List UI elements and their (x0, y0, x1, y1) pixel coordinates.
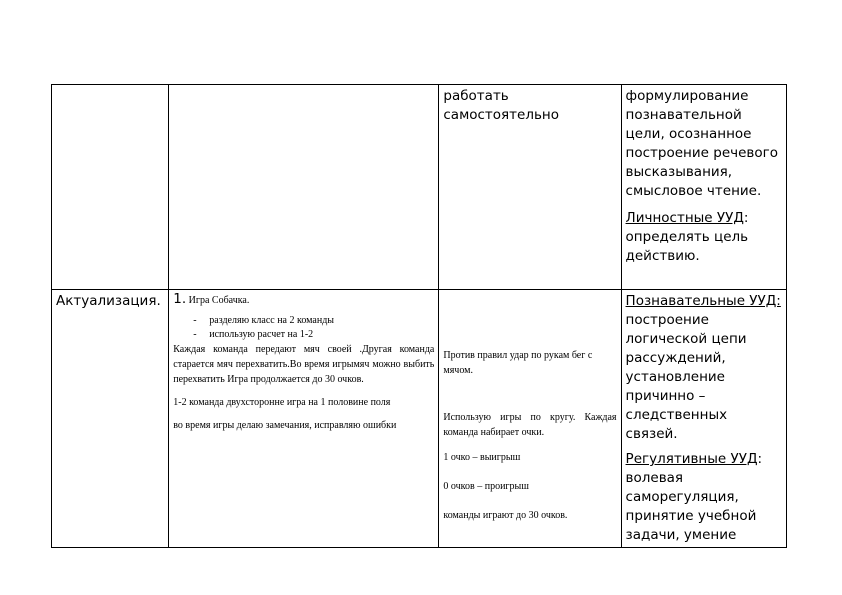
uud-cognitive-text: формулирование познавательной цели, осознанное построение речевого высказывания, смысловое чтение. (625, 88, 778, 199)
lesson-plan-table (51, 84, 787, 548)
target-score-text: команды играют до 30 очков. (443, 510, 568, 521)
teacher-remark: во время игры делаю замечания, исправляю ошибки (173, 420, 397, 431)
circle-games-text: Использую игры по кругу. Каждая команда набирает очки. (443, 412, 617, 438)
lose-points-text: 0 очков – проигрыш (443, 481, 529, 492)
table-row (52, 85, 787, 290)
uud-cognitive-heading: Познавательные УУД: (625, 293, 781, 309)
rules-text: Против правил удар по рукам бег с мячом. (443, 350, 593, 376)
instruction-list (173, 314, 434, 342)
uud-cell (621, 290, 786, 548)
student-activity-cell (439, 85, 621, 290)
teacher-activity-cell (169, 85, 439, 290)
table-row (52, 290, 787, 548)
win-points-text: 1 очко – выигрыш (443, 452, 521, 463)
student-activity-text: работать самостоятельно (443, 88, 560, 123)
teacher-activity-cell (169, 290, 439, 548)
uud-regulatory-heading: Регулятивные УУД (625, 451, 758, 467)
uud-personal-block (626, 209, 782, 266)
uud-cognitive-block (626, 292, 782, 444)
game-title: Игра Собачка. (188, 295, 250, 306)
uud-cognitive-text: построение логической цепи рассуждений, установление причинно – следственных связей. (625, 312, 747, 442)
game-title-line (173, 292, 434, 308)
uud-regulatory-block (626, 450, 782, 545)
uud-personal-colon: : (743, 210, 749, 226)
list-item: - использую расчет на 1-2 (193, 328, 434, 342)
uud-personal-heading: Личностные УУД (625, 210, 744, 226)
game-description: Каждая команда передают мяч своей .Другая команда старается мяч перехватить.Во время игрымяч можно выбить перехватить Игра продолжается до 30 очков. (173, 344, 435, 385)
game-variant: 1-2 команда двухсторонне игра на 1 половине поля (173, 397, 391, 408)
uud-cell (621, 85, 786, 290)
uud-regulatory-colon: : (757, 451, 763, 467)
student-activity-cell (439, 290, 621, 548)
stage-name: Актуализация. (56, 293, 161, 309)
uud-regulatory-text: волевая саморегуляция, принятие учебной задачи, умение (625, 470, 757, 543)
stage-cell (52, 290, 169, 548)
uud-personal-text: определять цель действию. (625, 229, 749, 264)
stage-cell (52, 85, 169, 290)
list-item: - разделяю класс на 2 команды (193, 314, 434, 328)
item-number: 1. (173, 291, 187, 307)
